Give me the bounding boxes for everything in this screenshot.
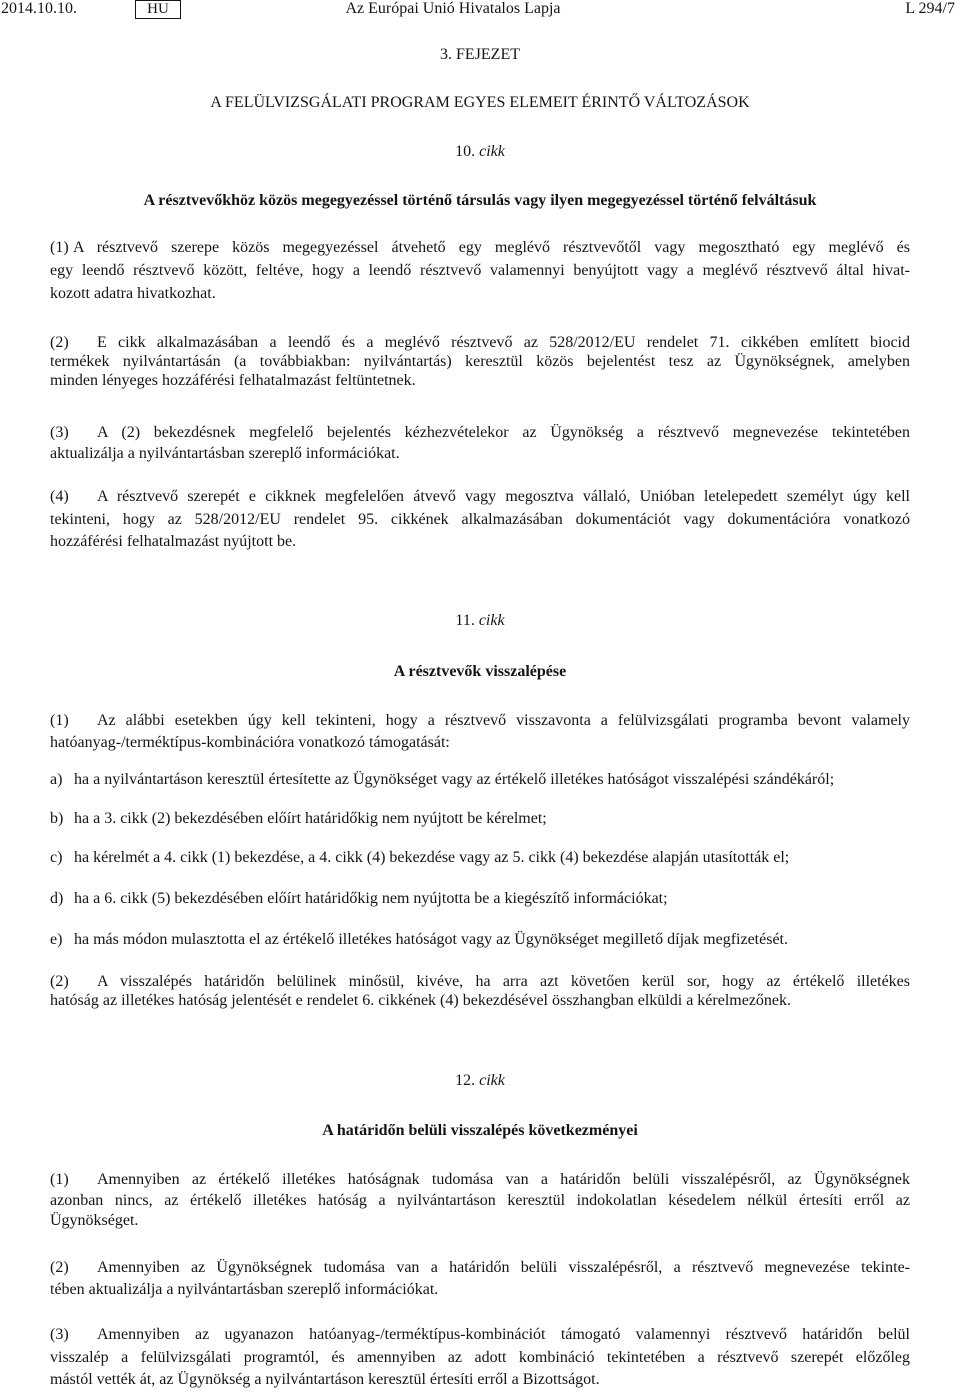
list-item-text: ha más módon mulasztotta el az értékelő illetékes hatóságot vagy az Ügynökséget megillető díjak megfizetését.: [74, 931, 788, 948]
paragraph-line: azonban nincs, az értékelő illetékes hatóság a nyilvántartáson keresztül indokolatlan késedelem nélkül értesíti erről az: [50, 1191, 910, 1209]
article-10-paragraph-1: [50, 236, 910, 305]
article-10-paragraph-4: [50, 486, 910, 554]
list-item-c: [50, 847, 910, 869]
paragraph-line: visszalép a felülvizsgálati programtól, és amennyiben az adott kombináció tekintetében a résztvevő szerepét előzőleg: [50, 1348, 910, 1366]
article-10-title: A résztvevőkhöz közös megegyezéssel történő társulás vagy ilyen megegyezéssel történő felváltásuk: [143, 192, 817, 209]
list-item-text: ha a 6. cikk (5) bekezdésében előírt határidőkig nem nyújtotta be a kiegészítő információkat;: [74, 890, 668, 907]
paragraph-line: [50, 972, 910, 991]
paragraph-line: hatóanyag-/terméktípus-kombinációra vonatkozó támogatását:: [50, 734, 450, 751]
article-12-paragraph-1: [50, 1170, 910, 1232]
paragraph-line-text: Amennyiben az Ügynökségnek tudomása van a határidőn belüli visszalépésről, a résztvevő megnevezése tekinte-: [97, 1259, 910, 1276]
paragraph-number: (1): [50, 239, 69, 256]
language-code-box: HU: [135, 0, 181, 19]
list-item-e: [50, 929, 910, 951]
paragraph-line-text: A résztvevő szerepe közös megegyezéssel átvehető egy meglévő résztvevőtől vagy megosztható egy meglévő és: [73, 239, 910, 256]
paragraph-line-text: Amennyiben az értékelő illetékes hatóságnak tudomása van a határidőn belüli visszalépésről, az Ügynökségnek: [97, 1171, 910, 1188]
list-item-label: a): [50, 771, 63, 788]
list-item-label: b): [50, 810, 64, 827]
page-reference: L 294/7: [905, 0, 955, 17]
list-item-text: ha kérelmét a 4. cikk (1) bekezdése, a 4. cikk (4) bekezdése vagy az 5. cikk (4) bekezdése alapján utasították el;: [74, 849, 790, 866]
paragraph-line: kozott adatra hivatkozhat.: [50, 285, 216, 302]
article-word: cikk: [478, 612, 505, 629]
paragraph-line: tekinteni, hogy az 528/2012/EU rendelet 95. cikkének alkalmazásában dokumentációt vagy dokumentációra vonatkozó: [50, 510, 910, 528]
paragraph-line: hatóság az illetékes hatóság jelentését e rendelet 6. cikkének (4) bekezdésével összhangban elküldi a kérelmezőnek.: [50, 992, 792, 1009]
article-11-title: A résztvevők visszalépése: [393, 663, 567, 680]
paragraph-line: tében aktualizálja a nyilvántartásban szereplő információkat.: [50, 1281, 439, 1298]
paragraph-number: (2): [50, 1259, 69, 1276]
article-10-paragraph-2: [50, 333, 910, 390]
article-10-paragraph-3: [50, 422, 910, 464]
journal-title: Az Európai Unió Hivatalos Lapja: [345, 0, 561, 17]
list-item-label: e): [50, 931, 63, 948]
paragraph-line: mástól vették át, az Ügynökség a nyilvántartáson keresztül értesíti erről a Bizottságot.: [50, 1371, 600, 1388]
paragraph-number: (3): [50, 424, 69, 441]
article-11-paragraph-2: [50, 972, 910, 1010]
chapter-label: 3. FEJEZET: [440, 46, 520, 63]
paragraph-line: Ügynökséget.: [50, 1212, 139, 1229]
paragraph-line-text: Az alábbi esetekben úgy kell tekinteni, hogy a résztvevő visszavonta a felülvizsgálati programba bevont valamely: [97, 712, 910, 729]
paragraph-line: [50, 1170, 910, 1191]
paragraph-line: minden lényeges hozzáférési felhatalmazást feltüntetnek.: [50, 372, 416, 389]
list-item-a: [50, 769, 910, 791]
list-item-label: d): [50, 890, 64, 907]
article-12-label: [0, 1070, 960, 1092]
article-word: cikk: [479, 143, 505, 160]
article-12-paragraph-3: [50, 1324, 910, 1392]
paragraph-line-text: Amennyiben az ugyanazon hatóanyag-/terméktípus-kombinációt támogató valamennyi résztvevő határidőn belül: [97, 1326, 910, 1343]
list-item-text: ha a nyilvántartáson keresztül értesítette az Ügynökséget vagy az értékelő illetékes hatóságot visszalépési szándékáról;: [74, 771, 835, 788]
article-12-paragraph-2: [50, 1257, 910, 1301]
article-11-paragraph-1: [50, 710, 910, 754]
header-date: 2014.10.10.: [1, 0, 77, 17]
paragraph-number: (3): [50, 1326, 69, 1343]
paragraph-line-text: E cikk alkalmazásában a leendő és a meglévő résztvevő az 528/2012/EU rendelet 71. cikkében említett biocid: [97, 334, 910, 351]
article-word: cikk: [479, 1072, 505, 1089]
article-number: 10.: [455, 143, 476, 160]
article-10-label: [0, 141, 960, 163]
paragraph-line: egy leendő résztvevő között, feltéve, hogy a leendő résztvevő valamennyi benyújtott vagy a meglévő résztvevő által hivat-: [50, 262, 910, 279]
list-item-d: [50, 888, 910, 910]
paragraph-line: aktualizálja a nyilvántartásban szereplő információkat.: [50, 445, 400, 462]
paragraph-line-text: A résztvevő szerepét e cikknek megfelelően átvevő vagy megosztva vállaló, Unióban letelepedett személyt úgy kell: [97, 488, 910, 505]
paragraph-line: [50, 236, 910, 259]
paragraph-line: [50, 333, 910, 352]
paragraph-line-text: A visszalépés határidőn belülinek minősül, kivéve, ha arra azt követően kerül sor, hogy az értékelő illetékes: [97, 973, 910, 990]
list-item-b: [50, 808, 910, 830]
article-number: 11.: [455, 612, 475, 629]
list-item-text: ha a 3. cikk (2) bekezdésében előírt határidőkig nem nyújtott be kérelmet;: [74, 810, 547, 827]
article-number: 12.: [455, 1072, 476, 1089]
paragraph-line: hozzáférési felhatalmazást nyújtott be.: [50, 533, 297, 550]
paragraph-line-text: A (2) bekezdésnek megfelelő bejelentés kézhezvételekor az Ügynökség a résztvevő megnevezése tekintetében: [97, 424, 910, 441]
paragraph-number: (2): [50, 334, 69, 351]
chapter-title: A FELÜLVIZSGÁLATI PROGRAM EGYES ELEMEIT ÉRINTŐ VÁLTOZÁSOK: [210, 94, 750, 111]
paragraph-line: [50, 1257, 910, 1279]
paragraph-number: (1): [50, 712, 69, 729]
paragraph-line: [50, 1324, 910, 1347]
paragraph-line: [50, 422, 910, 443]
paragraph-number: (4): [50, 488, 69, 505]
paragraph-line: [50, 710, 910, 732]
paragraph-number: (1): [50, 1171, 69, 1188]
list-item-label: c): [50, 849, 63, 866]
paragraph-number: (2): [50, 973, 69, 990]
paragraph-line: [50, 486, 910, 509]
paragraph-line: termékek nyilvántartásán (a továbbiakban: nyilvántartás) keresztül közös bejelentést tesz az Ügynökségnek, amelyben: [50, 353, 910, 370]
article-11-label: [0, 610, 960, 632]
article-12-title: A határidőn belüli visszalépés következményei: [322, 1122, 638, 1139]
